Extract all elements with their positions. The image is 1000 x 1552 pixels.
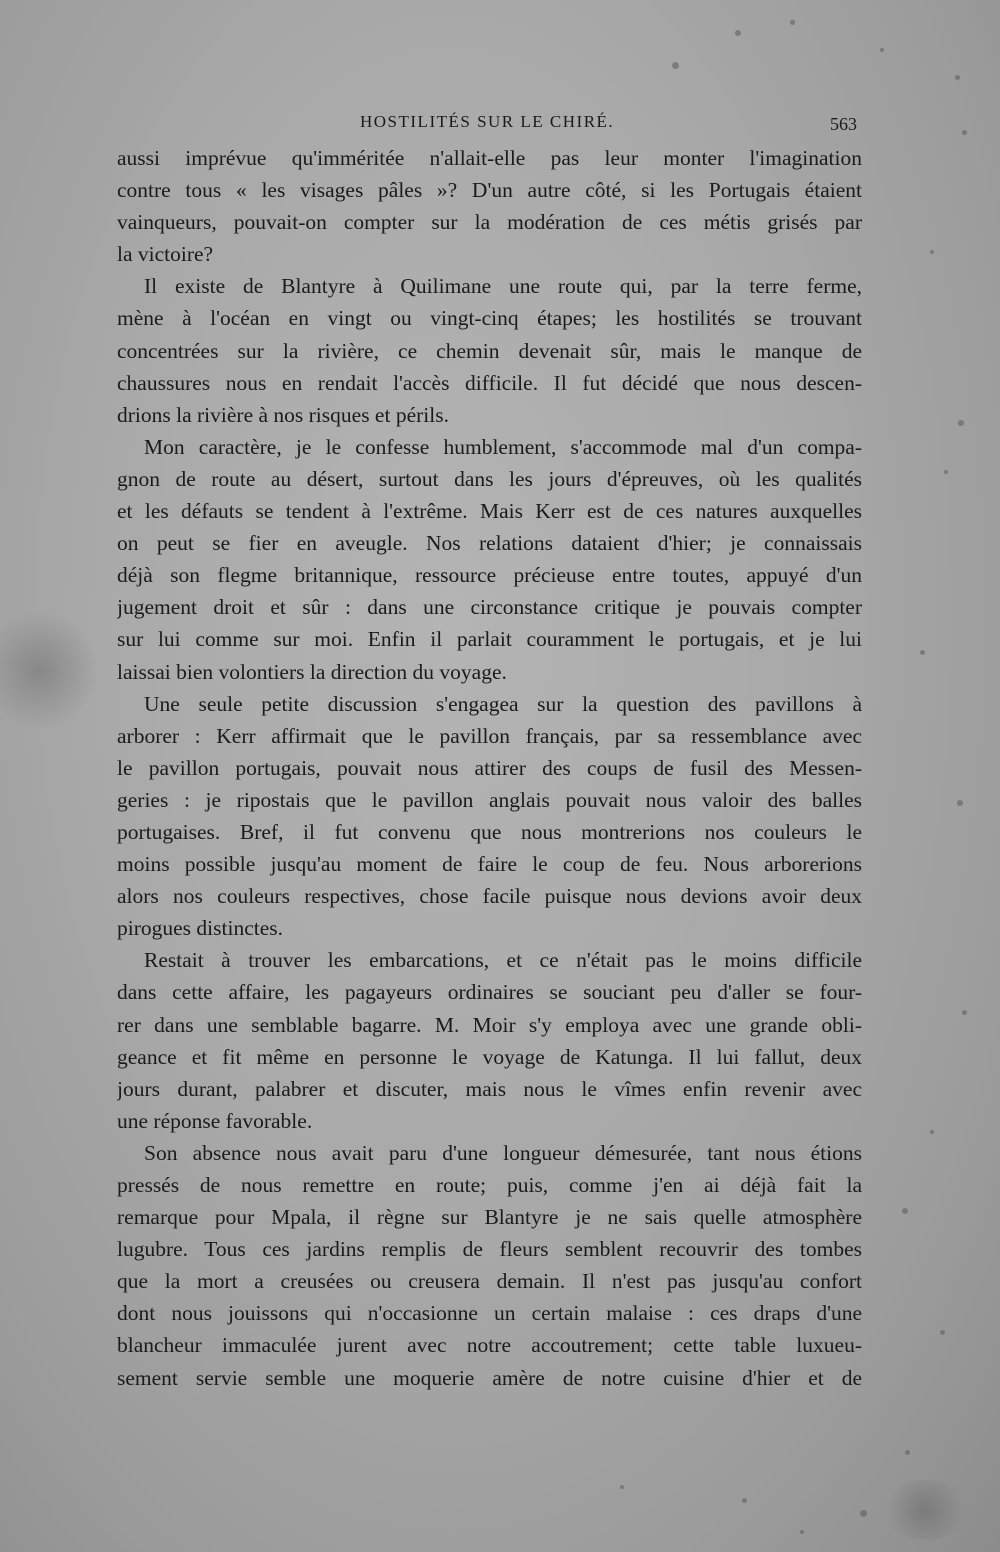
paper-speck xyxy=(944,470,948,474)
text-line: une réponse favorable. xyxy=(117,1108,313,1133)
paper-speck xyxy=(962,1010,967,1015)
paper-stain xyxy=(880,1480,970,1540)
paper-speck xyxy=(880,48,884,52)
text-line: geries : je ripostais que le pavillon anglais pouvait nous valoir des balles xyxy=(117,787,862,812)
paper-speck xyxy=(920,650,925,655)
text-line: lugubre. Tous ces jardins remplis de fleurs semblent recouvrir des tombes xyxy=(117,1237,862,1262)
paragraph xyxy=(117,1137,862,1394)
text-line: que la mort a creusées ou creusera demain. Il n'est pas jusqu'au confort xyxy=(117,1269,862,1294)
text-line: la victoire? xyxy=(117,242,214,267)
text-line: pressés de nous remettre en route; puis, comme j'en ai déjà fait la xyxy=(117,1173,862,1197)
running-head xyxy=(0,112,1000,142)
text-body xyxy=(117,142,862,1394)
text-line: laissai bien volontiers la direction du voyage. xyxy=(117,659,507,684)
text-line: blancheur immaculée jurent avec notre accoutrement; cette table luxueu- xyxy=(117,1333,862,1358)
paragraph xyxy=(117,944,862,1137)
text-line: pirogues distinctes. xyxy=(117,916,284,941)
running-head-title: HOSTILITÉS SUR LE CHIRÉ. xyxy=(360,112,615,131)
text-line: contre tous « les visages pâles »? D'un autre côté, si les Portugais étaient xyxy=(117,178,862,203)
paper-speck xyxy=(742,1498,747,1503)
text-line: on peut se fier en aveugle. Nos relations dataient d'hier; je connaissais xyxy=(117,531,862,556)
text-line: sur lui comme sur moi. Enfin il parlait couramment le portugais, et je lui xyxy=(117,627,862,652)
paper-speck xyxy=(930,250,934,254)
text-line: moins possible jusqu'au moment de faire le coup de feu. Nous arborerions xyxy=(117,852,862,877)
paper-speck xyxy=(930,1130,934,1134)
paragraph xyxy=(117,431,862,688)
paper-speck xyxy=(905,1450,910,1455)
paper-speck xyxy=(860,1510,867,1517)
text-line: jours durant, palabrer et discuter, mais nous le vîmes enfin revenir avec xyxy=(117,1076,862,1101)
text-line: alors nos couleurs respectives, chose facile puisque nous devions avoir deux xyxy=(117,884,862,909)
paragraph xyxy=(117,142,862,270)
page-number: 563 xyxy=(830,114,857,134)
text-line: vainqueurs, pouvait-on compter sur la modération de ces métis grisés par xyxy=(117,210,862,235)
text-line: le pavillon portugais, pouvait nous attirer des coups de fusil des Messen- xyxy=(117,755,862,780)
text-line: arborer : Kerr affirmait que le pavillon français, par sa ressemblance avec xyxy=(117,723,862,748)
text-line: Il existe de Blantyre à Quilimane une route qui, par la terre ferme, xyxy=(144,274,862,299)
text-line: drions la rivière à nos risques et périls. xyxy=(117,402,449,427)
text-line: Mon caractère, je le confesse humblement, s'accommode mal d'un compa- xyxy=(144,434,862,459)
text-line: Restait à trouver les embarcations, et ce n'était pas le moins difficile xyxy=(144,948,862,973)
text-line: portugaises. Bref, il fut convenu que nous montrerions nos couleurs le xyxy=(117,819,862,844)
paper-speck xyxy=(957,800,963,806)
text-line: chaussures nous en rendait l'accès difficile. Il fut décidé que nous descen- xyxy=(117,370,862,395)
text-line: déjà son flegme britannique, ressource précieuse entre toutes, appuyé d'un xyxy=(117,563,862,588)
paper-speck xyxy=(735,30,741,36)
text-line: mène à l'océan en vingt ou vingt-cinq étapes; les hostilités se trouvant xyxy=(117,306,862,331)
paper-speck xyxy=(958,420,964,426)
text-line: concentrées sur la rivière, ce chemin devenait sûr, mais le manque de xyxy=(117,338,862,363)
paper-speck xyxy=(800,1530,804,1534)
text-line: Une seule petite discussion s'engagea sur la question des pavillons à xyxy=(144,691,862,716)
text-line: jugement droit et sûr : dans une circonstance critique je pouvais compter xyxy=(117,595,862,620)
text-line: Son absence nous avait paru d'une longueur démesurée, tant nous étions xyxy=(144,1140,862,1165)
paper-speck xyxy=(790,20,795,25)
text-line: rer dans une semblable bagarre. M. Moir s'y employa avec une grande obli- xyxy=(117,1012,862,1037)
paper-speck xyxy=(620,1485,624,1489)
paper-speck xyxy=(672,62,679,69)
text-line: et les défauts se tendent à l'extrême. Mais Kerr est de ces natures auxquelles xyxy=(117,499,862,524)
text-line: aussi imprévue qu'imméritée n'allait-elle pas leur monter l'imagination xyxy=(117,146,862,170)
text-line: gnon de route au désert, surtout dans les jours d'épreuves, où les qualités xyxy=(117,466,862,491)
paragraph xyxy=(117,270,862,430)
text-line: remarque pour Mpala, il règne sur Blantyre je ne sais quelle atmosphère xyxy=(117,1205,862,1230)
text-line: dans cette affaire, les pagayeurs ordinaires se souciant peu d'aller se four- xyxy=(117,980,862,1005)
text-line: geance et fit même en personne le voyage de Katunga. Il lui fallut, deux xyxy=(117,1044,862,1069)
paragraph xyxy=(117,688,862,945)
paper-stain xyxy=(0,610,100,730)
paper-speck xyxy=(955,75,960,80)
text-line: dont nous jouissons qui n'occasionne un certain malaise : ces draps d'une xyxy=(117,1301,862,1326)
paper-speck xyxy=(940,1330,945,1335)
paper-speck xyxy=(902,1208,908,1214)
text-line: sement servie semble une moquerie amère de notre cuisine d'hier et de xyxy=(117,1365,862,1390)
